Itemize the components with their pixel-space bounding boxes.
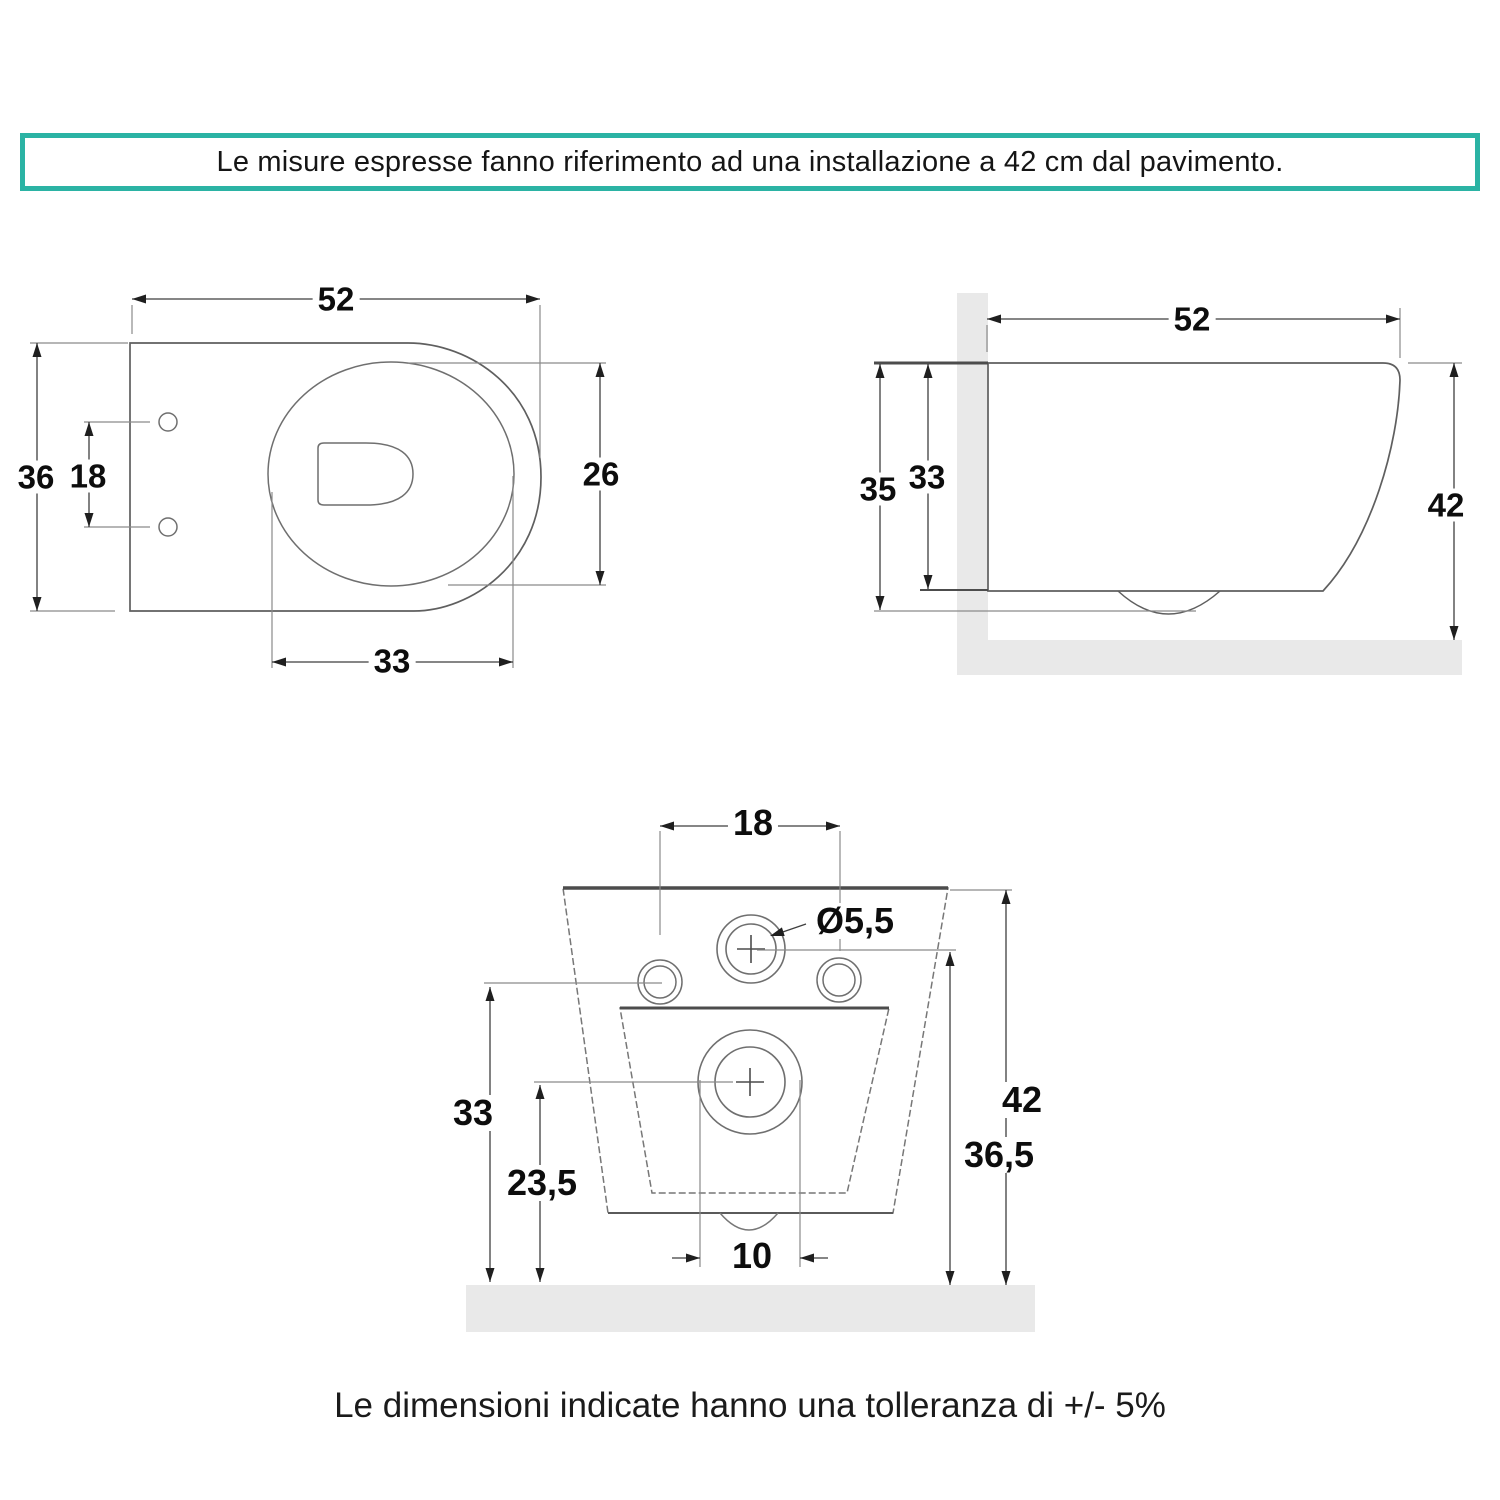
side-floor-height-label: 42 [1423, 489, 1470, 522]
plan-mounting-hole-top [159, 413, 177, 431]
plan-bowl-width-label: 33 [369, 645, 416, 678]
rear-top-height-label: 42 [997, 1082, 1047, 1118]
rear-hole-spacing-label: 18 [728, 805, 778, 841]
plan-hole-spacing-label: 18 [65, 460, 112, 493]
rear-inlet-height-label: 36,5 [959, 1137, 1039, 1173]
rear-hole-diameter-label: Ø5,5 [811, 903, 899, 939]
tolerance-caption [0, 1386, 1500, 1426]
plan-flush-opening [318, 443, 413, 505]
side-body-height-label: 33 [904, 461, 951, 494]
plan-depth-label: 36 [13, 461, 60, 494]
rear-water-inlet [717, 915, 785, 983]
floor-section [957, 640, 1462, 675]
plan-bowl-length-label: 26 [578, 458, 625, 491]
rear-dimension-lines [490, 826, 1006, 1285]
plan-mounting-hole-bottom [159, 518, 177, 536]
rear-drain-spacing-label: 10 [727, 1238, 777, 1274]
rear-recess-outline [620, 1008, 889, 1193]
rear-trap-bump [720, 1213, 778, 1230]
side-depth-label: 52 [1169, 303, 1216, 336]
rear-floor-section [466, 1285, 1035, 1332]
rear-drain-height-label: 23,5 [502, 1165, 582, 1201]
wall-section [957, 293, 988, 640]
rear-holes-height-label: 33 [448, 1095, 498, 1131]
side-toilet-outline [988, 363, 1400, 591]
installation-note-text: Le misure espresse fanno riferimento ad una installazione a 42 cm dal pavimento. [216, 145, 1284, 178]
side-view [874, 293, 1462, 675]
tolerance-caption-text: Le dimensioni indicate hanno una tolleranza di +/- 5% [334, 1386, 1166, 1425]
plan-body-outline [130, 343, 541, 611]
rear-mounting-holes [638, 958, 861, 1004]
plan-bowl-ellipse [268, 362, 514, 586]
arrowheads [33, 295, 1459, 1286]
side-total-height-label: 35 [855, 473, 902, 506]
plan-view [30, 299, 606, 668]
plan-width-label: 52 [313, 283, 360, 316]
